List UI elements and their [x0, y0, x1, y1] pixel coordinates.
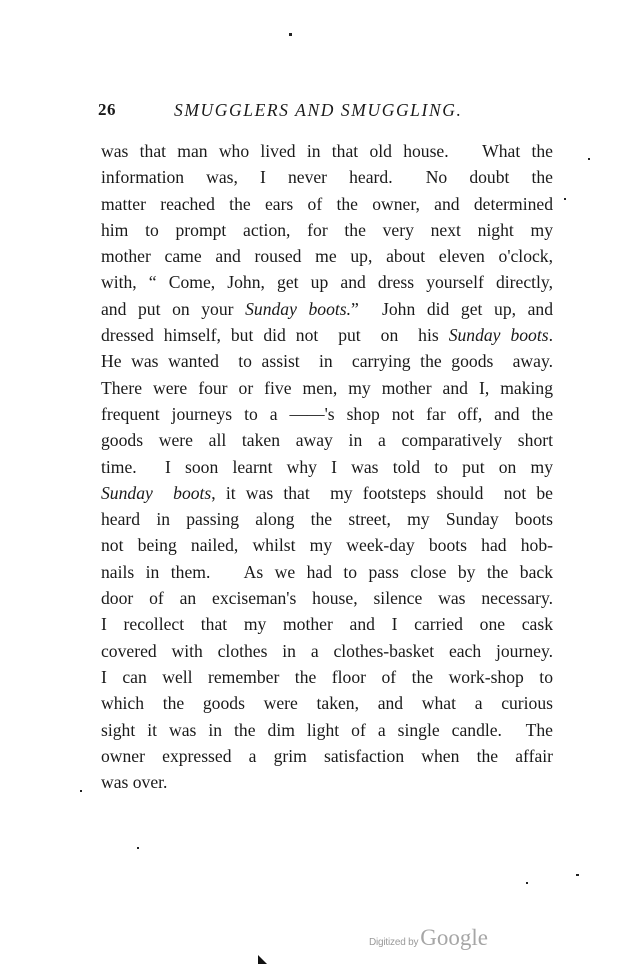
- text-line: I recollect that my mother and I carried one cask: [101, 614, 553, 635]
- text-line: door of an exciseman's house, silence was necessary.: [101, 588, 553, 609]
- text-line: heard in passing along the street, my Sunday boots: [101, 509, 553, 530]
- google-logo: Google: [420, 925, 489, 950]
- text-line: covered with clothes in a clothes-basket each journey.: [101, 640, 553, 661]
- watermark-prefix: Digitized by: [369, 937, 419, 948]
- text-line: nails in them. As we had to pass close by the back: [101, 561, 553, 582]
- text-line: sight it was in the dim light of a single candle. The: [101, 719, 553, 740]
- text-line: time. I soon learnt why I was told to put on my: [101, 456, 553, 477]
- italic-phrase: Sunday boots: [101, 482, 212, 503]
- text-line: not being nailed, whilst my week-day boots had hob-: [101, 535, 553, 556]
- text-line: He was wanted to assist in carrying the goods away.: [101, 351, 553, 372]
- text-line: with, “ Come, John, get up and dress yourself directly,: [101, 272, 553, 293]
- scan-speck: [588, 158, 590, 160]
- text-line: Sunday boots, it was that my footsteps should not be: [101, 482, 553, 503]
- text-line: information was, I never heard. No doubt the: [101, 167, 553, 188]
- scan-speck: [526, 882, 528, 884]
- running-title: SMUGGLERS AND SMUGGLING.: [174, 100, 463, 120]
- text-line: I can well remember the floor of the work-shop to: [101, 666, 553, 687]
- italic-phrase: Sunday boots: [448, 325, 549, 346]
- text-line: which the goods were taken, and what a curious: [101, 693, 553, 714]
- scan-corner-mark-icon: [258, 955, 267, 964]
- text-line: dressed himself, but did not put on his Sunday boots.: [101, 325, 553, 346]
- page-number: 26: [98, 100, 116, 119]
- scan-speck: [289, 33, 292, 36]
- scan-speck: [137, 847, 139, 849]
- text-line: him to prompt action, for the very next night my: [101, 219, 553, 240]
- scan-speck: [564, 198, 566, 200]
- text-line: goods were all taken away in a comparatively short: [101, 430, 553, 451]
- text-line: mother came and roused me up, about eleven o'clock,: [101, 246, 553, 267]
- text-line: There were four or five men, my mother and I, making: [101, 377, 553, 398]
- digitized-by-google-watermark: [369, 925, 488, 951]
- italic-phrase: Sunday boots.: [245, 298, 352, 319]
- text-line: matter reached the ears of the owner, and determined: [101, 193, 553, 214]
- text-line: owner expressed a grim satisfaction when the affair: [101, 745, 553, 766]
- running-head: [98, 100, 568, 124]
- scan-speck: [80, 790, 82, 792]
- text-line: was over.: [101, 772, 168, 793]
- body-text: [101, 138, 553, 795]
- text-line: and put on your Sunday boots.” John did get up, and: [101, 298, 554, 319]
- text-line: was that man who lived in that old house. What the: [101, 141, 553, 161]
- scan-speck: [576, 874, 579, 876]
- text-line: frequent journeys to a ——'s shop not far off, and the: [101, 403, 553, 424]
